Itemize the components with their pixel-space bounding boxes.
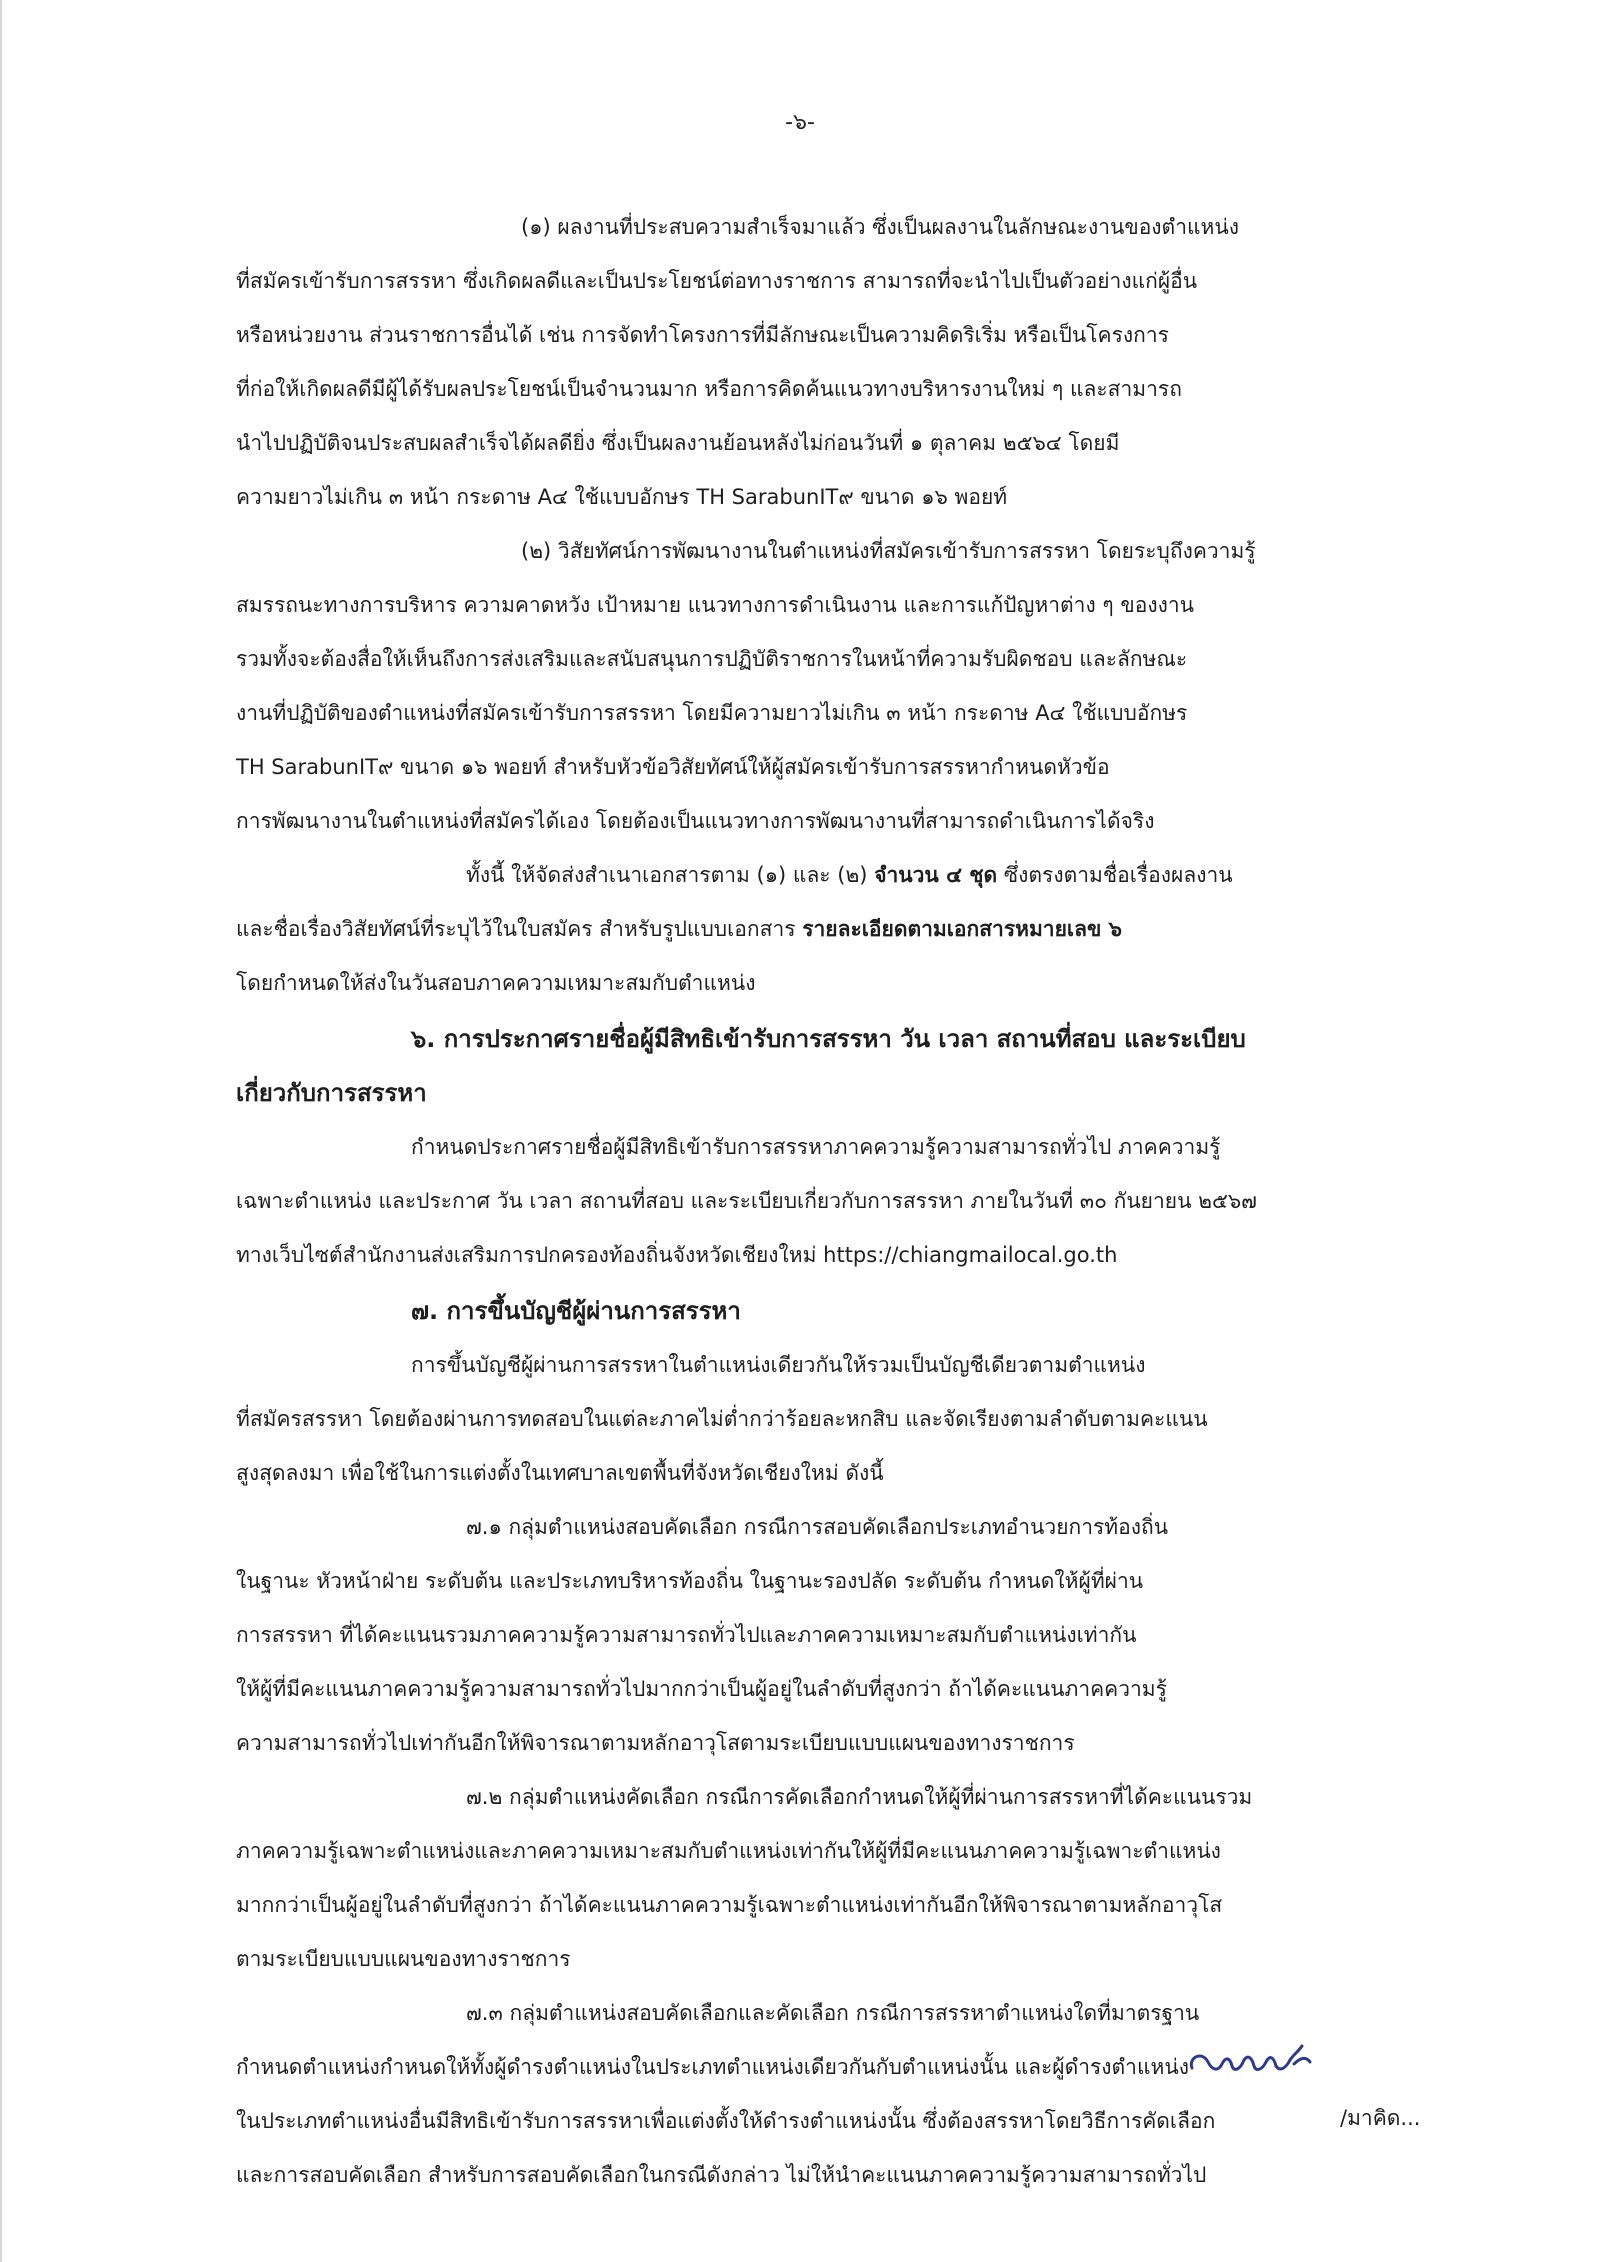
clause-2-line-6: การพัฒนางานในตำแหน่งที่สมัครได้เอง โดยต้องเป็นแนวทางการพัฒนางานที่สามารถดำเนินการได้จริง <box>236 809 1155 833</box>
section-7-1-line-3: การสรรหา ที่ได้คะแนนรวมภาคความรู้ความสามารถทั่วไปและภาคความเหมาะสมกับตำแหน่งเท่ากัน <box>236 1623 1137 1647</box>
section-7-3-line-1: ๗.๓ กลุ่มตำแหน่งสอบคัดเลือกและคัดเลือก กรณีการสรรหาตำแหน่งใดที่มาตรฐาน <box>466 2001 1200 2025</box>
page-number: -๖- <box>785 110 815 135</box>
section-7-1-line-4: ให้ผู้ที่มีคะแนนภาคความรู้ความสามารถทั่วไปมากกว่าเป็นผู้อยู่ในลำดับที่สูงกว่า ถ้าได้คะแนนภาคความรู้ <box>236 1677 1167 1701</box>
section-7-line-3: สูงสุดลงมา เพื่อใช้ในการแต่งตั้งในเทศบาลเขตพื้นที่จังหวัดเชียงใหม่ ดังนี้ <box>236 1461 884 1485</box>
continued-marker: /มาคิด... <box>1340 2106 1421 2130</box>
section-7-3-line-2: กำหนดตำแหน่งกำหนดให้ทั้งผู้ดำรงตำแหน่งในประเภทตำแหน่งเดียวกันกับตำแหน่งนั้น และผู้ดำรงตำแหน่ง <box>236 2055 1189 2079</box>
clause-2-line-1: (๒) วิสัยทัศน์การพัฒนางานในตำแหน่งที่สมัครเข้ารับการสรรหา โดยระบุถึงความรู้ <box>521 539 1256 563</box>
details-emphasis: รายละเอียดตามเอกสารหมายเลข ๖ <box>802 917 1122 941</box>
submission-line-2-text: และชื่อเรื่องวิสัยทัศน์ที่ระบุไว้ในใบสมัคร สำหรับรูปแบบเอกสาร <box>236 917 796 941</box>
section-7-line-1: การขึ้นบัญชีผู้ผ่านการสรรหาในตำแหน่งเดียวกันให้รวมเป็นบัญชีเดียวตามตำแหน่ง <box>411 1353 1146 1377</box>
section-7-2-line-2: ภาคความรู้เฉพาะตำแหน่งและภาคความเหมาะสมกับตำแหน่งเท่ากันให้ผู้ที่มีคะแนนภาคความรู้เฉพาะตำแหน่ง <box>236 1839 1221 1863</box>
section-7-heading: ๗. การขึ้นบัญชีผู้ผ่านการสรรหา <box>411 1297 741 1325</box>
section-6-line-3: ทางเว็บไซต์สำนักงานส่งเสริมการปกครองท้องถิ่นจังหวัดเชียงใหม่ https://chiangmailocal.go.th <box>236 1243 1118 1267</box>
submission-line-3: โดยกำหนดให้ส่งในวันสอบภาคความเหมาะสมกับตำแหน่ง <box>236 971 756 995</box>
section-7-3-line-3: ในประเภทตำแหน่งอื่นมีสิทธิเข้ารับการสรรหาเพื่อแต่งตั้งให้ดำรงตำแหน่งนั้น ซึ่งต้องสรรหาโดยวิธีการคัดเลือก <box>236 2109 1216 2133</box>
scan-edge-shadow <box>0 0 2 2262</box>
section-6-line-2: เฉพาะตำแหน่ง และประกาศ วัน เวลา สถานที่สอบ และระเบียบเกี่ยวกับการสรรหา ภายในวันที่ ๓๐ กันยายน ๒๕๖๗ <box>236 1189 1257 1213</box>
handwritten-signature <box>1186 2034 1326 2084</box>
clause-1-line-4: ที่ก่อให้เกิดผลดีมีผู้ได้รับผลประโยชน์เป็นจำนวนมาก หรือการคิดค้นแนวทางบริหารงานใหม่ ๆ และสามารถ <box>236 377 1182 401</box>
section-6-heading-cont: เกี่ยวกับการสรรหา <box>236 1079 427 1107</box>
clause-2-line-4: งานที่ปฏิบัติของตำแหน่งที่สมัครเข้ารับการสรรหา โดยมีความยาวไม่เกิน ๓ หน้า กระดาษ A๔ ใช้แบบอักษร <box>236 701 1188 725</box>
clause-1-line-6: ความยาวไม่เกิน ๓ หน้า กระดาษ A๔ ใช้แบบอักษร TH SarabunIT๙ ขนาด ๑๖ พอยท์ <box>236 485 1008 509</box>
section-7-1-line-1: ๗.๑ กลุ่มตำแหน่งสอบคัดเลือก กรณีการสอบคัดเลือกประเภทอำนวยการท้องถิ่น <box>466 1515 1169 1539</box>
clause-2-line-5: TH SarabunIT๙ ขนาด ๑๖ พอยท์ สำหรับหัวข้อวิสัยทัศน์ให้ผู้สมัครเข้ารับการสรรหากำหนดหัวข้อ <box>236 755 1110 779</box>
section-7-2-line-1: ๗.๒ กลุ่มตำแหน่งคัดเลือก กรณีการคัดเลือกกำหนดให้ผู้ที่ผ่านการสรรหาที่ได้คะแนนรวม <box>466 1785 1253 1809</box>
submission-line-1 <box>466 848 1452 902</box>
section-7-1-line-5: ความสามารถทั่วไปเท่ากันอีกให้พิจารณาตามหลักอาวุโสตามระเบียบแบบแผนของทางราชการ <box>236 1731 1075 1755</box>
clause-1-line-3: หรือหน่วยงาน ส่วนราชการอื่นได้ เช่น การจัดทำโครงการที่มีลักษณะเป็นความคิดริเริ่ม หรือเป็นโครงการ <box>236 323 1169 347</box>
clause-1-line-5: นำไปปฏิบัติจนประสบผลสำเร็จได้ผลดียิ่ง ซึ่งเป็นผลงานย้อนหลังไม่ก่อนวันที่ ๑ ตุลาคม ๒๕๖๔ โดยมี <box>236 431 1120 455</box>
section-7-3-line-4: และการสอบคัดเลือก สำหรับการสอบคัดเลือกในกรณีดังกล่าว ไม่ให้นำคะแนนภาคความรู้ความสามารถทั่วไป <box>236 2163 1207 2187</box>
section-7-2-line-3: มากกว่าเป็นผู้อยู่ในลำดับที่สูงกว่า ถ้าได้คะแนนภาคความรู้เฉพาะตำแหน่งเท่ากันอีกให้พิจารณาตามหลักอาวุโส <box>236 1893 1223 1917</box>
copies-emphasis: จำนวน ๔ ชุด <box>874 863 998 887</box>
clause-1-line-1: (๑) ผลงานที่ประสบความสำเร็จมาแล้ว ซึ่งเป็นผลงานในลักษณะงานของตำแหน่ง <box>521 215 1239 239</box>
section-7-2-line-4: ตามระเบียบแบบแผนของทางราชการ <box>236 1947 571 1971</box>
copies-after-text: ซึ่งตรงตามชื่อเรื่องผลงาน <box>1003 863 1233 887</box>
signature-drawing <box>1186 2034 1326 2084</box>
submission-line-2 <box>236 902 1452 956</box>
section-7-line-2: ที่สมัครสรรหา โดยต้องผ่านการทดสอบในแต่ละภาคไม่ต่ำกว่าร้อยละหกสิบ และจัดเรียงตามลำดับตามคะแนน <box>236 1407 1208 1431</box>
clause-1-line-2: ที่สมัครเข้ารับการสรรหา ซึ่งเกิดผลดีและเป็นประโยชน์ต่อทางราชการ สามารถที่จะนำไปเป็นตัวอย่างแก่ผู้อื่น <box>236 269 1198 293</box>
section-6-line-1: กำหนดประกาศรายชื่อผู้มีสิทธิเข้ารับการสรรหาภาคความรู้ความสามารถทั่วไป ภาคความรู้ <box>411 1135 1221 1159</box>
submission-text: ทั้งนี้ ให้จัดส่งสำเนาเอกสารตาม (๑) และ (๒) <box>466 863 868 887</box>
clause-2-line-3: รวมทั้งจะต้องสื่อให้เห็นถึงการส่งเสริมและสนับสนุนการปฏิบัติราชการในหน้าที่ความรับผิดชอบ และลักษณะ <box>236 647 1188 671</box>
clause-2-line-2: สมรรถนะทางการบริหาร ความคาดหวัง เป้าหมาย แนวทางการดำเนินงาน และการแก้ปัญหาต่าง ๆ ของงาน <box>236 593 1194 617</box>
section-6-heading: ๖. การประกาศรายชื่อผู้มีสิทธิเข้ารับการสรรหา วัน เวลา สถานที่สอบ และระเบียบ <box>411 1025 1246 1053</box>
section-7-1-line-2: ในฐานะ หัวหน้าฝ่าย ระดับต้น และประเภทบริหารท้องถิ่น ในฐานะรองปลัด ระดับต้น กำหนดให้ผู้ที่ผ่าน <box>236 1569 1144 1593</box>
